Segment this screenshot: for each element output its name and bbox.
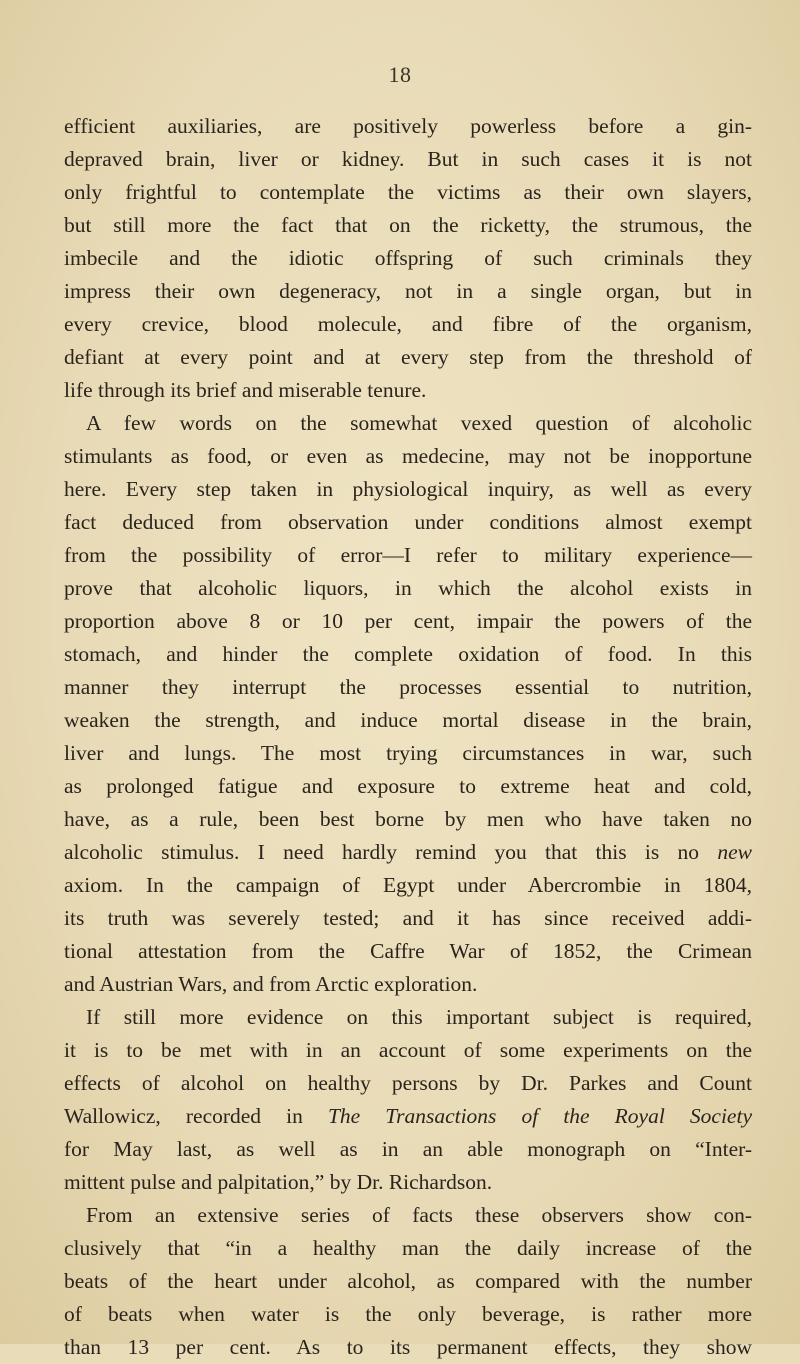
text-line (64, 1067, 752, 1100)
text-segment: tional attestation from the Caffre War of 1852, the Crimean (64, 939, 752, 963)
text-line (64, 440, 752, 473)
text-line (64, 605, 752, 638)
text-segment: proportion above 8 or 10 per cent, impair the powers of the (64, 609, 752, 633)
text-line (64, 473, 752, 506)
text-segment: impress their own degeneracy, not in a single organ, but in (64, 279, 752, 303)
text-line (64, 176, 752, 209)
text-line (64, 1298, 752, 1331)
text-segment: mittent pulse and palpitation,” by Dr. Richardson. (64, 1170, 493, 1194)
text-line (64, 1232, 752, 1265)
text-line (64, 572, 752, 605)
text-segment: here. Every step taken in physiological inquiry, as well as every (64, 477, 752, 501)
text-line (64, 836, 752, 869)
text-line (64, 1199, 752, 1232)
text-segment: and Austrian Wars, and from Arctic exploration. (64, 972, 478, 996)
text-segment: Wallowicz, recorded in (64, 1104, 328, 1128)
text-line (64, 506, 752, 539)
text-line (64, 935, 752, 968)
text-segment: axiom. In the campaign of Egypt under Abercrombie in 1804, (64, 873, 752, 897)
text-segment: manner they interrupt the processes essential to nutrition, (64, 675, 752, 699)
body-text (64, 110, 752, 1364)
page-number: 18 (388, 62, 412, 87)
italic-text: The Transactions of the Royal Society (327, 1104, 752, 1128)
text-segment: beats of the heart under alcohol, as compared with the number (64, 1269, 752, 1293)
text-line (64, 671, 752, 704)
text-line (64, 638, 752, 671)
text-line (64, 737, 752, 770)
text-line (64, 308, 752, 341)
text-segment: A few words on the somewhat vexed question of alcoholic (86, 411, 752, 435)
text-line (64, 1166, 752, 1199)
text-segment: for May last, as well as in an able monograph on “Inter- (64, 1137, 752, 1161)
text-segment: prove that alcoholic liquors, in which the alcohol exists in (64, 576, 752, 600)
text-segment: as prolonged fatigue and exposure to extreme heat and cold, (64, 774, 752, 798)
text-segment: fact deduced from observation under conditions almost exempt (64, 510, 752, 534)
text-line (64, 1100, 752, 1133)
text-line (64, 1034, 752, 1067)
text-segment: liver and lungs. The most trying circumstances in war, such (64, 741, 752, 765)
text-segment: its truth was severely tested; and it has since received addi- (64, 906, 752, 930)
text-segment: imbecile and the idiotic offspring of such criminals they (64, 246, 752, 270)
text-line (64, 110, 752, 143)
text-segment: life through its brief and miserable tenure. (64, 378, 427, 402)
text-segment: but still more the fact that on the ricketty, the strumous, the (64, 213, 752, 237)
text-segment: it is to be met with in an account of some experiments on the (64, 1038, 752, 1062)
text-segment: effects of alcohol on healthy persons by Dr. Parkes and Count (64, 1071, 752, 1095)
text-line (64, 869, 752, 902)
text-line (64, 1001, 752, 1034)
text-segment: of beats when water is the only beverage, is rather more (64, 1302, 752, 1326)
text-segment: defiant at every point and at every step from the threshold of (64, 345, 752, 369)
text-segment: If still more evidence on this important subject is required, (86, 1005, 752, 1029)
text-line (64, 242, 752, 275)
text-line (64, 275, 752, 308)
text-line (64, 704, 752, 737)
text-line (64, 374, 752, 407)
text-segment: stimulants as food, or even as medecine, may not be inopportune (64, 444, 752, 468)
text-segment: than 13 per cent. As to its permanent effects, they show (64, 1335, 752, 1359)
text-line (64, 968, 752, 1001)
text-segment: clusively that “in a healthy man the daily increase of the (64, 1236, 752, 1260)
italic-text: new (717, 840, 752, 864)
text-segment: efficient auxiliaries, are positively powerless before a gin- (64, 114, 752, 138)
text-line (64, 341, 752, 374)
text-segment: stomach, and hinder the complete oxidation of food. In this (64, 642, 752, 666)
text-line (64, 143, 752, 176)
text-segment: have, as a rule, been best borne by men who have taken no (64, 807, 752, 831)
text-segment: alcoholic stimulus. I need hardly remind you that this is no (64, 840, 718, 864)
text-segment: depraved brain, liver or kidney. But in such cases it is not (64, 147, 752, 171)
text-segment: every crevice, blood molecule, and fibre of the organism, (64, 312, 752, 336)
text-segment: only frightful to contemplate the victims as their own slayers, (64, 180, 752, 204)
text-line (64, 1133, 752, 1166)
text-line (64, 407, 752, 440)
text-line (64, 209, 752, 242)
text-line (64, 902, 752, 935)
text-line (64, 803, 752, 836)
text-segment: from the possibility of error—I refer to military experience— (64, 543, 752, 567)
text-line (64, 1265, 752, 1298)
text-line (64, 1331, 752, 1364)
text-segment: weaken the strength, and induce mortal disease in the brain, (64, 708, 752, 732)
text-line (64, 770, 752, 803)
text-line (64, 539, 752, 572)
text-segment: From an extensive series of facts these observers show con- (86, 1203, 752, 1227)
